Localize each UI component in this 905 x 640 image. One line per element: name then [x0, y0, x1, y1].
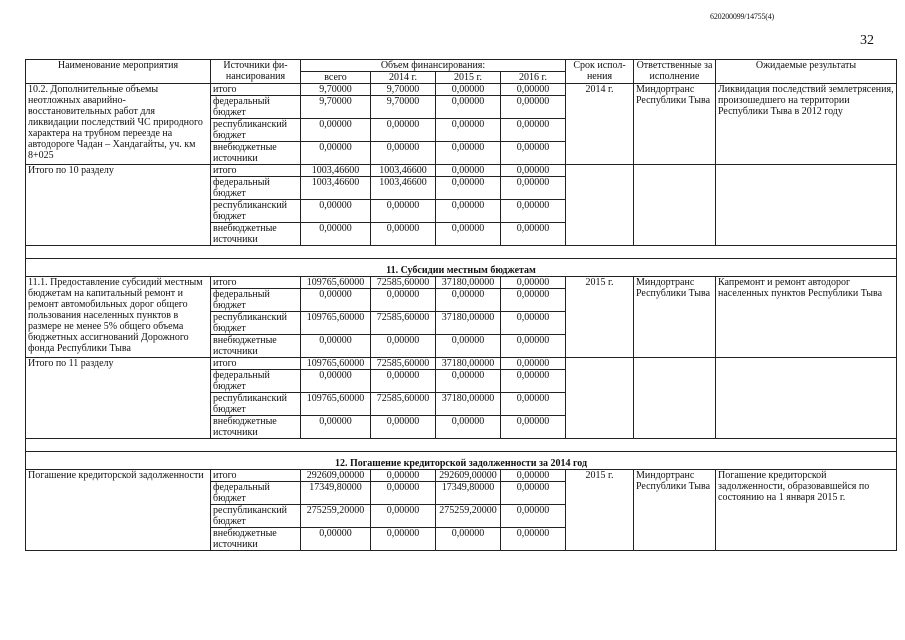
amount-cell: 37180,00000	[436, 312, 501, 335]
amount-cell: 0,00000	[501, 505, 566, 528]
source-label: федеральный бюджет	[211, 370, 301, 393]
measure-name: Итого по 11 разделу	[26, 358, 211, 439]
amount-cell: 0,00000	[436, 177, 501, 200]
result-cell: Погашение кредиторской задолженности, образовавшейся по состоянию на 1 января 2015 г.	[716, 470, 897, 551]
amount-cell: 72585,60000	[371, 312, 436, 335]
measure-name: 11.1. Предоставление субсидий местным бюджетам на капитальный ремонт и ремонт автомобильных дорог общего пользования населенных пунктов в размере не менее 5% общего объема бюджетных ассигнований Дорожного фонда Республики Тыва	[26, 277, 211, 358]
term-cell	[566, 358, 634, 439]
source-label: итого	[211, 165, 301, 177]
amount-cell: 0,00000	[301, 335, 371, 358]
term-cell: 2015 г.	[566, 470, 634, 551]
section-title: 11. Субсидии местным бюджетам	[26, 259, 897, 277]
measure-name: Погашение кредиторской задолженности	[26, 470, 211, 551]
amount-cell: 0,00000	[501, 416, 566, 439]
amount-cell: 0,00000	[301, 142, 371, 165]
amount-cell: 9,70000	[301, 96, 371, 119]
source-label: внебюджетные источники	[211, 142, 301, 165]
amount-cell: 9,70000	[371, 96, 436, 119]
amount-cell: 0,00000	[436, 335, 501, 358]
term-cell: 2015 г.	[566, 277, 634, 358]
amount-cell: 0,00000	[501, 223, 566, 246]
source-label: внебюджетные источники	[211, 528, 301, 551]
amount-cell: 0,00000	[501, 84, 566, 96]
amount-cell: 0,00000	[436, 289, 501, 312]
amount-cell: 109765,60000	[301, 393, 371, 416]
result-cell	[716, 358, 897, 439]
source-label: итого	[211, 470, 301, 482]
amount-cell: 0,00000	[371, 470, 436, 482]
header-row	[26, 60, 897, 72]
measure-row	[26, 470, 897, 482]
amount-cell: 0,00000	[301, 370, 371, 393]
subtotal-row	[26, 165, 897, 177]
amount-cell: 0,00000	[371, 528, 436, 551]
amount-cell: 0,00000	[371, 142, 436, 165]
amount-cell: 0,00000	[501, 358, 566, 370]
source-label: федеральный бюджет	[211, 177, 301, 200]
source-label: республиканский бюджет	[211, 393, 301, 416]
responsible-cell	[634, 358, 716, 439]
amount-cell: 0,00000	[301, 289, 371, 312]
source-label: итого	[211, 358, 301, 370]
financing-table	[25, 59, 897, 551]
amount-cell: 0,00000	[436, 223, 501, 246]
subtotal-row	[26, 358, 897, 370]
amount-cell: 0,00000	[371, 482, 436, 505]
source-label: республиканский бюджет	[211, 505, 301, 528]
header-responsible: Ответственные за исполнение	[634, 60, 716, 84]
amount-cell: 0,00000	[436, 84, 501, 96]
amount-cell: 0,00000	[501, 119, 566, 142]
amount-cell: 0,00000	[301, 200, 371, 223]
source-label: итого	[211, 277, 301, 289]
amount-cell: 0,00000	[371, 335, 436, 358]
responsible-cell	[634, 165, 716, 246]
amount-cell: 0,00000	[436, 165, 501, 177]
section-title-row	[26, 452, 897, 470]
amount-cell: 9,70000	[301, 84, 371, 96]
amount-cell: 0,00000	[501, 393, 566, 416]
amount-cell: 0,00000	[436, 142, 501, 165]
gap-cell	[26, 246, 897, 259]
amount-cell: 0,00000	[501, 177, 566, 200]
amount-cell: 72585,60000	[371, 358, 436, 370]
amount-cell: 0,00000	[371, 223, 436, 246]
term-cell	[566, 165, 634, 246]
page-number: 32	[860, 33, 874, 48]
measure-row	[26, 277, 897, 289]
amount-cell: 0,00000	[501, 528, 566, 551]
header-term: Срок испол-нения	[566, 60, 634, 84]
amount-cell: 17349,80000	[301, 482, 371, 505]
amount-cell: 0,00000	[436, 416, 501, 439]
amount-cell: 17349,80000	[436, 482, 501, 505]
amount-cell: 0,00000	[371, 119, 436, 142]
responsible-cell: Миндортранс Республики Тыва	[634, 277, 716, 358]
section-title-row	[26, 259, 897, 277]
source-label: федеральный бюджет	[211, 289, 301, 312]
header-2016: 2016 г.	[501, 72, 566, 84]
measure-name: 10.2. Дополнительные объемы неотложных аварийно-восстановительных работ для ликвидации последствий ЧС природного характера на трубном переезде на автодороге Чадан – Хандагайты, уч. км 8+025	[26, 84, 211, 165]
amount-cell: 1003,46600	[371, 165, 436, 177]
amount-cell: 0,00000	[371, 370, 436, 393]
amount-cell: 0,00000	[501, 482, 566, 505]
result-cell	[716, 165, 897, 246]
amount-cell: 37180,00000	[436, 358, 501, 370]
header-total: всего	[301, 72, 371, 84]
header-volume: Объем финансирования:	[301, 60, 566, 72]
header-2014: 2014 г.	[371, 72, 436, 84]
amount-cell: 0,00000	[501, 289, 566, 312]
amount-cell: 0,00000	[501, 96, 566, 119]
amount-cell: 0,00000	[301, 119, 371, 142]
amount-cell: 0,00000	[371, 200, 436, 223]
gap-row	[26, 439, 897, 452]
amount-cell: 1003,46600	[301, 177, 371, 200]
result-cell: Капремонт и ремонт автодорог населенных пунктов Республики Тыва	[716, 277, 897, 358]
amount-cell: 72585,60000	[371, 393, 436, 416]
amount-cell: 275259,20000	[301, 505, 371, 528]
amount-cell: 0,00000	[436, 528, 501, 551]
source-label: республиканский бюджет	[211, 119, 301, 142]
amount-cell: 0,00000	[436, 370, 501, 393]
amount-cell: 109765,60000	[301, 312, 371, 335]
measure-row	[26, 84, 897, 96]
amount-cell: 292609,00000	[436, 470, 501, 482]
amount-cell: 37180,00000	[436, 393, 501, 416]
amount-cell: 0,00000	[501, 312, 566, 335]
amount-cell: 0,00000	[501, 165, 566, 177]
measure-name: Итого по 10 разделу	[26, 165, 211, 246]
header-results: Ожидаемые результаты	[716, 60, 897, 84]
source-label: внебюджетные источники	[211, 416, 301, 439]
amount-cell: 275259,20000	[436, 505, 501, 528]
gap-cell	[26, 439, 897, 452]
amount-cell: 9,70000	[371, 84, 436, 96]
amount-cell: 109765,60000	[301, 358, 371, 370]
source-label: республиканский бюджет	[211, 200, 301, 223]
amount-cell: 109765,60000	[301, 277, 371, 289]
amount-cell: 0,00000	[301, 223, 371, 246]
amount-cell: 0,00000	[371, 416, 436, 439]
amount-cell: 0,00000	[501, 277, 566, 289]
source-label: итого	[211, 84, 301, 96]
source-label: республиканский бюджет	[211, 312, 301, 335]
source-label: внебюджетные источники	[211, 335, 301, 358]
amount-cell: 0,00000	[301, 416, 371, 439]
amount-cell: 0,00000	[436, 119, 501, 142]
amount-cell: 0,00000	[501, 370, 566, 393]
header-2015: 2015 г.	[436, 72, 501, 84]
amount-cell: 0,00000	[501, 335, 566, 358]
amount-cell: 0,00000	[371, 289, 436, 312]
amount-cell: 0,00000	[436, 96, 501, 119]
header-name: Наименование мероприятия	[26, 60, 211, 84]
amount-cell: 1003,46600	[301, 165, 371, 177]
amount-cell: 0,00000	[371, 505, 436, 528]
amount-cell: 292609,00000	[301, 470, 371, 482]
amount-cell: 0,00000	[436, 200, 501, 223]
amount-cell: 0,00000	[501, 200, 566, 223]
section-title: 12. Погашение кредиторской задолженности за 2014 год	[26, 452, 897, 470]
gap-row	[26, 246, 897, 259]
source-label: федеральный бюджет	[211, 96, 301, 119]
amount-cell: 37180,00000	[436, 277, 501, 289]
source-label: внебюджетные источники	[211, 223, 301, 246]
header-sources: Источники фи-нансирования	[211, 60, 301, 84]
amount-cell: 1003,46600	[371, 177, 436, 200]
source-label: федеральный бюджет	[211, 482, 301, 505]
document-id: 620200099/14755(4)	[710, 12, 774, 21]
amount-cell: 72585,60000	[371, 277, 436, 289]
amount-cell: 0,00000	[501, 470, 566, 482]
amount-cell: 0,00000	[501, 142, 566, 165]
term-cell: 2014 г.	[566, 84, 634, 165]
amount-cell: 0,00000	[301, 528, 371, 551]
result-cell: Ликвидация последствий землетрясения, произошедшего на территории Республики Тыва в 2012 году	[716, 84, 897, 165]
responsible-cell: Миндортранс Республики Тыва	[634, 84, 716, 165]
responsible-cell: Миндортранс Республики Тыва	[634, 470, 716, 551]
